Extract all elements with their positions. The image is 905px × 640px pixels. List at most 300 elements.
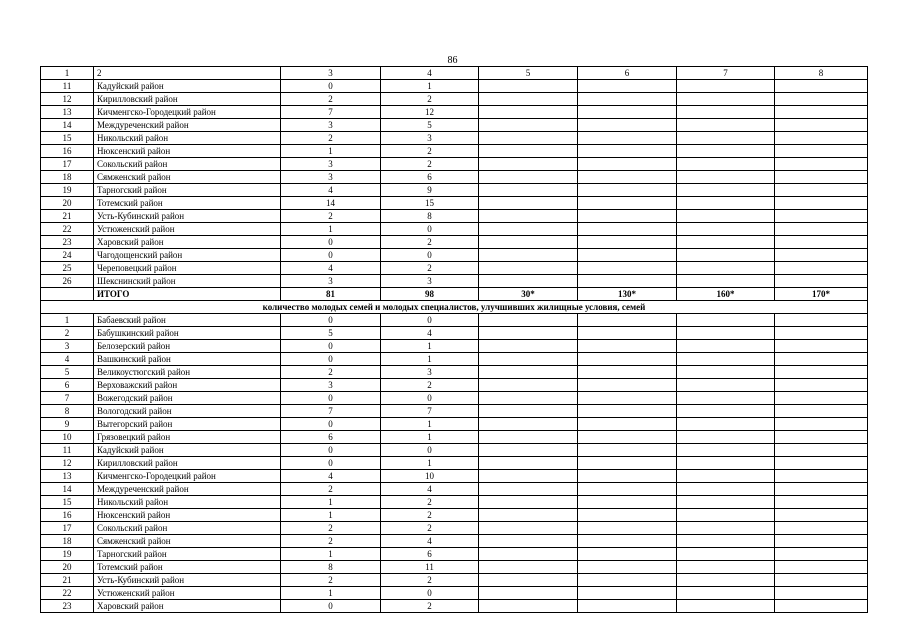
cell-district: Нюксенский район [94, 145, 281, 158]
cell-col-7: 160* [677, 288, 775, 301]
cell-col-4: 98 [381, 288, 479, 301]
cell-col-8 [775, 275, 868, 288]
cell-district: Великоустюгский район [94, 366, 281, 379]
cell-col-8 [775, 509, 868, 522]
cell-district: Тарногский район [94, 184, 281, 197]
cell-col-4: 1 [381, 340, 479, 353]
cell-col-8 [775, 392, 868, 405]
cell-number: 6 [41, 379, 94, 392]
cell-col-6 [578, 483, 677, 496]
cell-col-3: 7 [281, 106, 381, 119]
table-row [41, 327, 868, 340]
cell-district: Кирилловский район [94, 457, 281, 470]
cell-col-7 [677, 171, 775, 184]
cell-col-4: 2 [381, 574, 479, 587]
cell-col-3: 2 [281, 93, 381, 106]
cell-number: 14 [41, 119, 94, 132]
cell-district: Сямженский район [94, 171, 281, 184]
cell-col-4: 12 [381, 106, 479, 119]
cell-district: Сокольский район [94, 522, 281, 535]
cell-district: Череповецкий район [94, 262, 281, 275]
table-row [41, 431, 868, 444]
cell-col-4: 2 [381, 236, 479, 249]
cell-district: Устюженский район [94, 587, 281, 600]
table-row [41, 275, 868, 288]
cell-col-7 [677, 496, 775, 509]
cell-number: 13 [41, 106, 94, 119]
cell-col-5 [479, 184, 578, 197]
table-row [41, 184, 868, 197]
cell-col-8 [775, 119, 868, 132]
cell-col-6 [578, 171, 677, 184]
cell-col-3: 3 [281, 119, 381, 132]
table-row [41, 93, 868, 106]
data-table [40, 66, 868, 613]
cell-col-3: 1 [281, 509, 381, 522]
cell-district: Междуреченский район [94, 119, 281, 132]
cell-district: Вожегодский район [94, 392, 281, 405]
cell-col-8 [775, 210, 868, 223]
cell-col-8 [775, 379, 868, 392]
table-row [41, 314, 868, 327]
cell-col-3: 0 [281, 314, 381, 327]
cell-col-8 [775, 366, 868, 379]
cell-col-8 [775, 496, 868, 509]
cell-col-6 [578, 340, 677, 353]
cell-col-5 [479, 418, 578, 431]
cell-col-7 [677, 444, 775, 457]
cell-col-4: 0 [381, 249, 479, 262]
cell-col-5 [479, 262, 578, 275]
cell-number: 17 [41, 522, 94, 535]
cell-district: Кичменгско-Городецкий район [94, 470, 281, 483]
cell-col-3: 81 [281, 288, 381, 301]
cell-district: Междуреченский район [94, 483, 281, 496]
section-title: количество молодых семей и молодых специалистов, улучшивших жилищные условия, семей [41, 301, 868, 314]
cell-col-3: 0 [281, 392, 381, 405]
cell-col-3: 1 [281, 548, 381, 561]
cell-col-8 [775, 483, 868, 496]
cell-col-5 [479, 457, 578, 470]
cell-col-5 [479, 236, 578, 249]
cell-col-4: 2 [381, 509, 479, 522]
cell-number: 17 [41, 158, 94, 171]
cell-col-3: 0 [281, 236, 381, 249]
cell-col-7 [677, 548, 775, 561]
table-row [41, 340, 868, 353]
cell-col-4: 4 [381, 535, 479, 548]
cell-col-3: 0 [281, 444, 381, 457]
cell-col-4: 2 [381, 522, 479, 535]
cell-col-7 [677, 119, 775, 132]
cell-col-3: 7 [281, 405, 381, 418]
cell-col-7 [677, 340, 775, 353]
cell-number: 18 [41, 171, 94, 184]
cell-col-4: 0 [381, 223, 479, 236]
cell-col-7 [677, 327, 775, 340]
table-row [41, 366, 868, 379]
cell-col-6 [578, 379, 677, 392]
cell-number: 19 [41, 184, 94, 197]
cell-col-5 [479, 431, 578, 444]
cell-col-4: 1 [381, 418, 479, 431]
cell-col-7 [677, 262, 775, 275]
cell-col-4: 1 [381, 431, 479, 444]
cell-col-6 [578, 80, 677, 93]
cell-col-5 [479, 210, 578, 223]
cell-district: Верховажский район [94, 379, 281, 392]
cell-col-7 [677, 249, 775, 262]
cell-col-7 [677, 522, 775, 535]
cell-col-5 [479, 405, 578, 418]
cell-col-4: 0 [381, 314, 479, 327]
cell-col-3: 5 [281, 327, 381, 340]
cell-col-8 [775, 470, 868, 483]
cell-col-7 [677, 574, 775, 587]
table-row [41, 171, 868, 184]
cell-number: 22 [41, 223, 94, 236]
cell-col-6 [578, 132, 677, 145]
table-row [41, 223, 868, 236]
cell-col-7 [677, 483, 775, 496]
cell-district: Нюксенский район [94, 509, 281, 522]
cell-col-8 [775, 353, 868, 366]
cell-col-4: 5 [381, 119, 479, 132]
cell-number: 16 [41, 145, 94, 158]
cell-col-6 [578, 522, 677, 535]
header-row [41, 67, 868, 80]
cell-number [41, 288, 94, 301]
cell-col-5: 5 [479, 67, 578, 80]
cell-col-6 [578, 119, 677, 132]
cell-number: 2 [41, 327, 94, 340]
table-row [41, 262, 868, 275]
cell-col-3: 3 [281, 158, 381, 171]
cell-col-8 [775, 340, 868, 353]
cell-col-5 [479, 106, 578, 119]
cell-col-6 [578, 106, 677, 119]
cell-col-3: 0 [281, 457, 381, 470]
cell-district: Бабушкинский район [94, 327, 281, 340]
cell-number: 14 [41, 483, 94, 496]
cell-col-6 [578, 418, 677, 431]
cell-number: 8 [41, 405, 94, 418]
cell-col-5 [479, 366, 578, 379]
table-row [41, 236, 868, 249]
cell-district: Устюженский район [94, 223, 281, 236]
cell-col-3: 0 [281, 249, 381, 262]
cell-district: Бабаевский район [94, 314, 281, 327]
cell-col-4: 3 [381, 275, 479, 288]
cell-col-7 [677, 145, 775, 158]
table-row [41, 509, 868, 522]
cell-col-5 [479, 158, 578, 171]
table-row [41, 574, 868, 587]
cell-col-7 [677, 418, 775, 431]
cell-col-7 [677, 197, 775, 210]
cell-col-6 [578, 275, 677, 288]
cell-col-5 [479, 535, 578, 548]
cell-col-3: 4 [281, 470, 381, 483]
cell-district: Усть-Кубинский район [94, 574, 281, 587]
table-row [41, 405, 868, 418]
cell-col-3: 2 [281, 210, 381, 223]
cell-col-6 [578, 197, 677, 210]
cell-col-3: 2 [281, 366, 381, 379]
table-row [41, 80, 868, 93]
cell-col-8 [775, 171, 868, 184]
cell-col-6 [578, 327, 677, 340]
cell-col-6 [578, 314, 677, 327]
cell-col-6 [578, 145, 677, 158]
cell-col-5 [479, 470, 578, 483]
cell-col-4: 1 [381, 353, 479, 366]
table-row [41, 600, 868, 613]
cell-number: 7 [41, 392, 94, 405]
cell-col-7 [677, 275, 775, 288]
table-row [41, 496, 868, 509]
cell-col-5 [479, 171, 578, 184]
cell-col-3: 6 [281, 431, 381, 444]
cell-col-6 [578, 93, 677, 106]
cell-col-3: 8 [281, 561, 381, 574]
cell-col-3: 2 [281, 535, 381, 548]
cell-col-5 [479, 574, 578, 587]
cell-col-6: 6 [578, 67, 677, 80]
cell-col-8 [775, 444, 868, 457]
cell-col-4: 3 [381, 132, 479, 145]
cell-col-8 [775, 262, 868, 275]
cell-number: 15 [41, 496, 94, 509]
cell-col-8 [775, 600, 868, 613]
table-row [41, 535, 868, 548]
table-row [41, 132, 868, 145]
cell-col-6 [578, 392, 677, 405]
cell-district: Вытегорский район [94, 418, 281, 431]
cell-district: Шекснинский район [94, 275, 281, 288]
cell-col-8 [775, 223, 868, 236]
cell-col-6 [578, 249, 677, 262]
cell-col-7: 7 [677, 67, 775, 80]
cell-col-5 [479, 496, 578, 509]
cell-col-7 [677, 392, 775, 405]
cell-district: Кичменгско-Городецкий район [94, 106, 281, 119]
cell-district: Харовский район [94, 600, 281, 613]
cell-col-8 [775, 197, 868, 210]
cell-number: 12 [41, 457, 94, 470]
cell-col-4: 6 [381, 548, 479, 561]
cell-col-7 [677, 210, 775, 223]
cell-number: 12 [41, 93, 94, 106]
table-row [41, 457, 868, 470]
cell-col-7 [677, 561, 775, 574]
cell-col-4: 2 [381, 145, 479, 158]
cell-col-5 [479, 275, 578, 288]
cell-col-8 [775, 535, 868, 548]
cell-col-4: 2 [381, 93, 479, 106]
cell-col-8 [775, 587, 868, 600]
cell-number: 22 [41, 587, 94, 600]
cell-col-6: 130* [578, 288, 677, 301]
cell-col-8 [775, 574, 868, 587]
cell-col-5 [479, 119, 578, 132]
cell-col-7 [677, 509, 775, 522]
cell-col-5 [479, 223, 578, 236]
cell-number: 16 [41, 509, 94, 522]
cell-district: Кадуйский район [94, 444, 281, 457]
cell-col-5 [479, 444, 578, 457]
cell-col-5 [479, 561, 578, 574]
cell-number: 20 [41, 561, 94, 574]
cell-col-5 [479, 483, 578, 496]
cell-col-4: 9 [381, 184, 479, 197]
cell-col-8 [775, 184, 868, 197]
cell-col-5 [479, 314, 578, 327]
cell-col-6 [578, 587, 677, 600]
cell-col-3: 4 [281, 262, 381, 275]
cell-col-7 [677, 535, 775, 548]
cell-col-6 [578, 444, 677, 457]
cell-col-4: 0 [381, 444, 479, 457]
cell-district: Харовский район [94, 236, 281, 249]
cell-col-8 [775, 93, 868, 106]
cell-col-7 [677, 158, 775, 171]
cell-col-5 [479, 80, 578, 93]
cell-district: Вашкинский район [94, 353, 281, 366]
table-row [41, 119, 868, 132]
cell-district: 2 [94, 67, 281, 80]
cell-col-5 [479, 509, 578, 522]
cell-col-4: 2 [381, 496, 479, 509]
cell-col-6 [578, 405, 677, 418]
table-row [41, 210, 868, 223]
cell-col-7 [677, 431, 775, 444]
cell-number: 9 [41, 418, 94, 431]
cell-col-5 [479, 353, 578, 366]
cell-col-5: 30* [479, 288, 578, 301]
cell-col-6 [578, 496, 677, 509]
cell-number: 20 [41, 197, 94, 210]
cell-col-5 [479, 379, 578, 392]
cell-col-5 [479, 587, 578, 600]
table-body [41, 67, 868, 613]
section-heading-row [41, 301, 868, 314]
cell-district: Вологодский район [94, 405, 281, 418]
cell-col-7 [677, 184, 775, 197]
cell-col-6 [578, 210, 677, 223]
cell-col-7 [677, 93, 775, 106]
cell-col-5 [479, 145, 578, 158]
cell-col-7 [677, 587, 775, 600]
cell-col-4: 2 [381, 600, 479, 613]
cell-col-7 [677, 80, 775, 93]
cell-col-3: 0 [281, 353, 381, 366]
cell-number: 13 [41, 470, 94, 483]
cell-col-3: 0 [281, 80, 381, 93]
cell-col-6 [578, 457, 677, 470]
cell-col-8 [775, 522, 868, 535]
cell-col-7 [677, 457, 775, 470]
cell-col-3: 1 [281, 587, 381, 600]
cell-col-7 [677, 106, 775, 119]
cell-col-8: 8 [775, 67, 868, 80]
cell-col-3: 1 [281, 496, 381, 509]
table-row [41, 548, 868, 561]
table-row [41, 353, 868, 366]
cell-number: 21 [41, 210, 94, 223]
cell-district: Сокольский район [94, 158, 281, 171]
cell-col-7 [677, 379, 775, 392]
cell-col-3: 2 [281, 574, 381, 587]
cell-col-4: 1 [381, 80, 479, 93]
cell-col-7 [677, 314, 775, 327]
cell-col-8 [775, 158, 868, 171]
table-row [41, 444, 868, 457]
cell-district: Усть-Кубинский район [94, 210, 281, 223]
cell-number: 10 [41, 431, 94, 444]
cell-number: 23 [41, 600, 94, 613]
cell-col-5 [479, 522, 578, 535]
cell-number: 18 [41, 535, 94, 548]
table-row [41, 145, 868, 158]
cell-col-3: 3 [281, 171, 381, 184]
cell-col-4: 15 [381, 197, 479, 210]
cell-number: 24 [41, 249, 94, 262]
cell-number: 23 [41, 236, 94, 249]
cell-col-3: 3 [281, 67, 381, 80]
cell-col-8: 170* [775, 288, 868, 301]
cell-col-7 [677, 236, 775, 249]
cell-col-3: 4 [281, 184, 381, 197]
cell-col-8 [775, 132, 868, 145]
cell-col-4: 1 [381, 457, 479, 470]
cell-col-7 [677, 132, 775, 145]
cell-district: Тотемский район [94, 197, 281, 210]
table-row [41, 249, 868, 262]
cell-district: ИТОГО [94, 288, 281, 301]
page-number: 86 [447, 55, 458, 66]
table-row [41, 197, 868, 210]
cell-district: Кирилловский район [94, 93, 281, 106]
table-row [41, 587, 868, 600]
table-row [41, 392, 868, 405]
cell-col-4: 2 [381, 158, 479, 171]
cell-col-4: 2 [381, 262, 479, 275]
cell-number: 25 [41, 262, 94, 275]
cell-number: 19 [41, 548, 94, 561]
cell-col-3: 2 [281, 522, 381, 535]
cell-col-6 [578, 366, 677, 379]
cell-col-7 [677, 223, 775, 236]
cell-col-3: 3 [281, 275, 381, 288]
table-row [41, 379, 868, 392]
cell-col-3: 1 [281, 145, 381, 158]
cell-col-8 [775, 405, 868, 418]
cell-district: Никольский район [94, 496, 281, 509]
cell-col-6 [578, 431, 677, 444]
cell-district: Тарногский район [94, 548, 281, 561]
cell-col-8 [775, 418, 868, 431]
cell-col-3: 0 [281, 340, 381, 353]
cell-number: 4 [41, 353, 94, 366]
cell-col-3: 0 [281, 600, 381, 613]
cell-col-5 [479, 93, 578, 106]
cell-col-4: 0 [381, 587, 479, 600]
cell-col-6 [578, 548, 677, 561]
cell-col-6 [578, 509, 677, 522]
cell-col-4: 2 [381, 379, 479, 392]
cell-col-6 [578, 353, 677, 366]
